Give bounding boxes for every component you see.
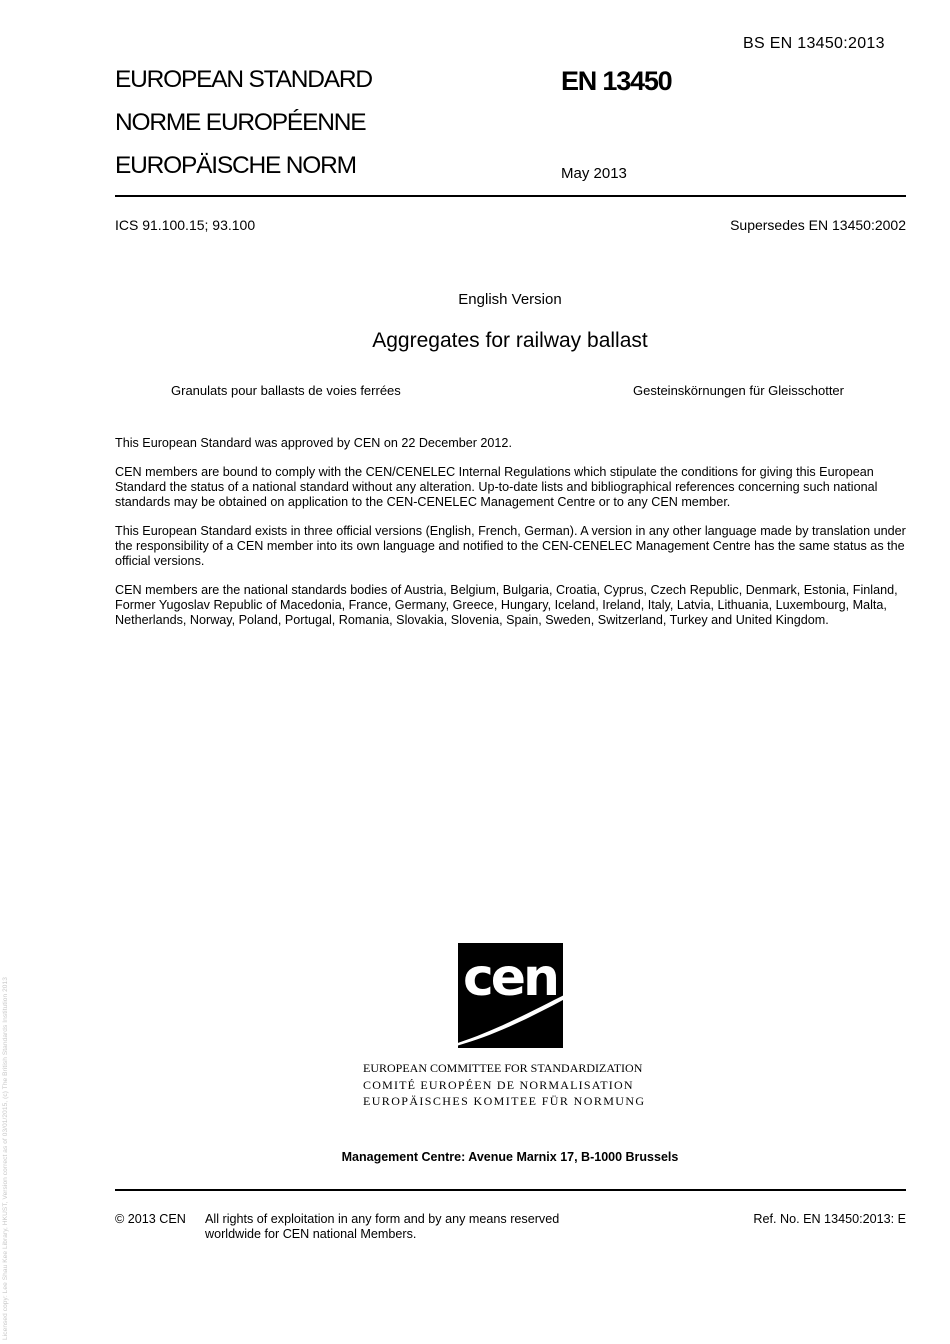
rights-line-2: worldwide for CEN national Members. <box>205 1227 417 1241</box>
publication-date: May 2013 <box>561 165 627 182</box>
standard-number: EN 13450 <box>561 66 672 96</box>
title-french-translation: Granulats pour ballasts de voies ferrées <box>171 383 401 398</box>
title-english: EUROPEAN STANDARD <box>115 66 372 93</box>
supersedes-note: Supersedes EN 13450:2002 <box>730 217 906 233</box>
rights-statement <box>205 1212 559 1242</box>
license-watermark: Licensed copy: Lee Shau Kee Library, HKUST, Version correct as of 03/01/2015, (c) The British Standards Institution 2013 <box>2 977 9 1340</box>
copyright-notice: © 2013 CEN <box>115 1212 186 1226</box>
ics-codes: ICS 91.100.15; 93.100 <box>115 217 256 233</box>
members-list-paragraph: CEN members are the national standards bodies of Austria, Belgium, Bulgaria, Croatia, Cyprus, Czech Republic, Denmark, Estonia, Finland, Former Yugoslav Republic of Macedonia, France, Germany, Greece, Hungary, Iceland, Ireland, Italy, Latvia, Lithuania, Luxembourg, Malta, Netherlands, Norway, Poland, Portugal, Romania, Slovakia, Slovenia, Spain, Sweden, Switzerland, Turkey and United Kingdom. <box>115 583 898 627</box>
title-french: NORME EUROPÉENNE <box>115 109 366 136</box>
footer-divider <box>115 1189 906 1191</box>
reference-number: Ref. No. EN 13450:2013: E <box>753 1212 906 1226</box>
approval-paragraph: This European Standard was approved by CEN on 22 December 2012. <box>115 436 512 450</box>
official-versions-paragraph: This European Standard exists in three official versions (English, French, German). A version in any other language made by translation under the responsibility of a CEN member into its own language and notified to the CEN-CENELEC Management Centre has the same status as the official versions. <box>115 524 906 568</box>
bs-reference: BS EN 13450:2013 <box>743 35 885 52</box>
title-german: EUROPÄISCHE NORM <box>115 152 356 179</box>
title-german-translation: Gesteinskörnungen für Gleisschotter <box>633 383 844 398</box>
committee-german: EUROPÄISCHES KOMITEE FÜR NORMUNG <box>363 1094 646 1108</box>
members-obligation-paragraph: CEN members are bound to comply with the CEN/CENELEC Internal Regulations which stipulate the conditions for giving this European Standard the status of a national standard without any alteration. Up-to-date lists and bibliographical references concerning such national standards may be obtained on application to the CEN-CENELEC Management Centre or to any CEN member. <box>115 465 878 509</box>
document-title: Aggregates for railway ballast <box>372 329 648 352</box>
version-label: English Version <box>458 291 562 308</box>
management-centre-address: Management Centre: Avenue Marnix 17, B-1000 Brussels <box>341 1150 679 1164</box>
header-divider <box>115 195 906 197</box>
cen-logo <box>458 943 578 1051</box>
committee-english: EUROPEAN COMMITTEE FOR STANDARDIZATION <box>363 1061 643 1075</box>
cen-logo-text: cen <box>462 948 558 1008</box>
rights-line-1: All rights of exploitation in any form and by any means reserved <box>205 1212 560 1226</box>
committee-french: COMITÉ EUROPÉEN DE NORMALISATION <box>363 1078 634 1092</box>
